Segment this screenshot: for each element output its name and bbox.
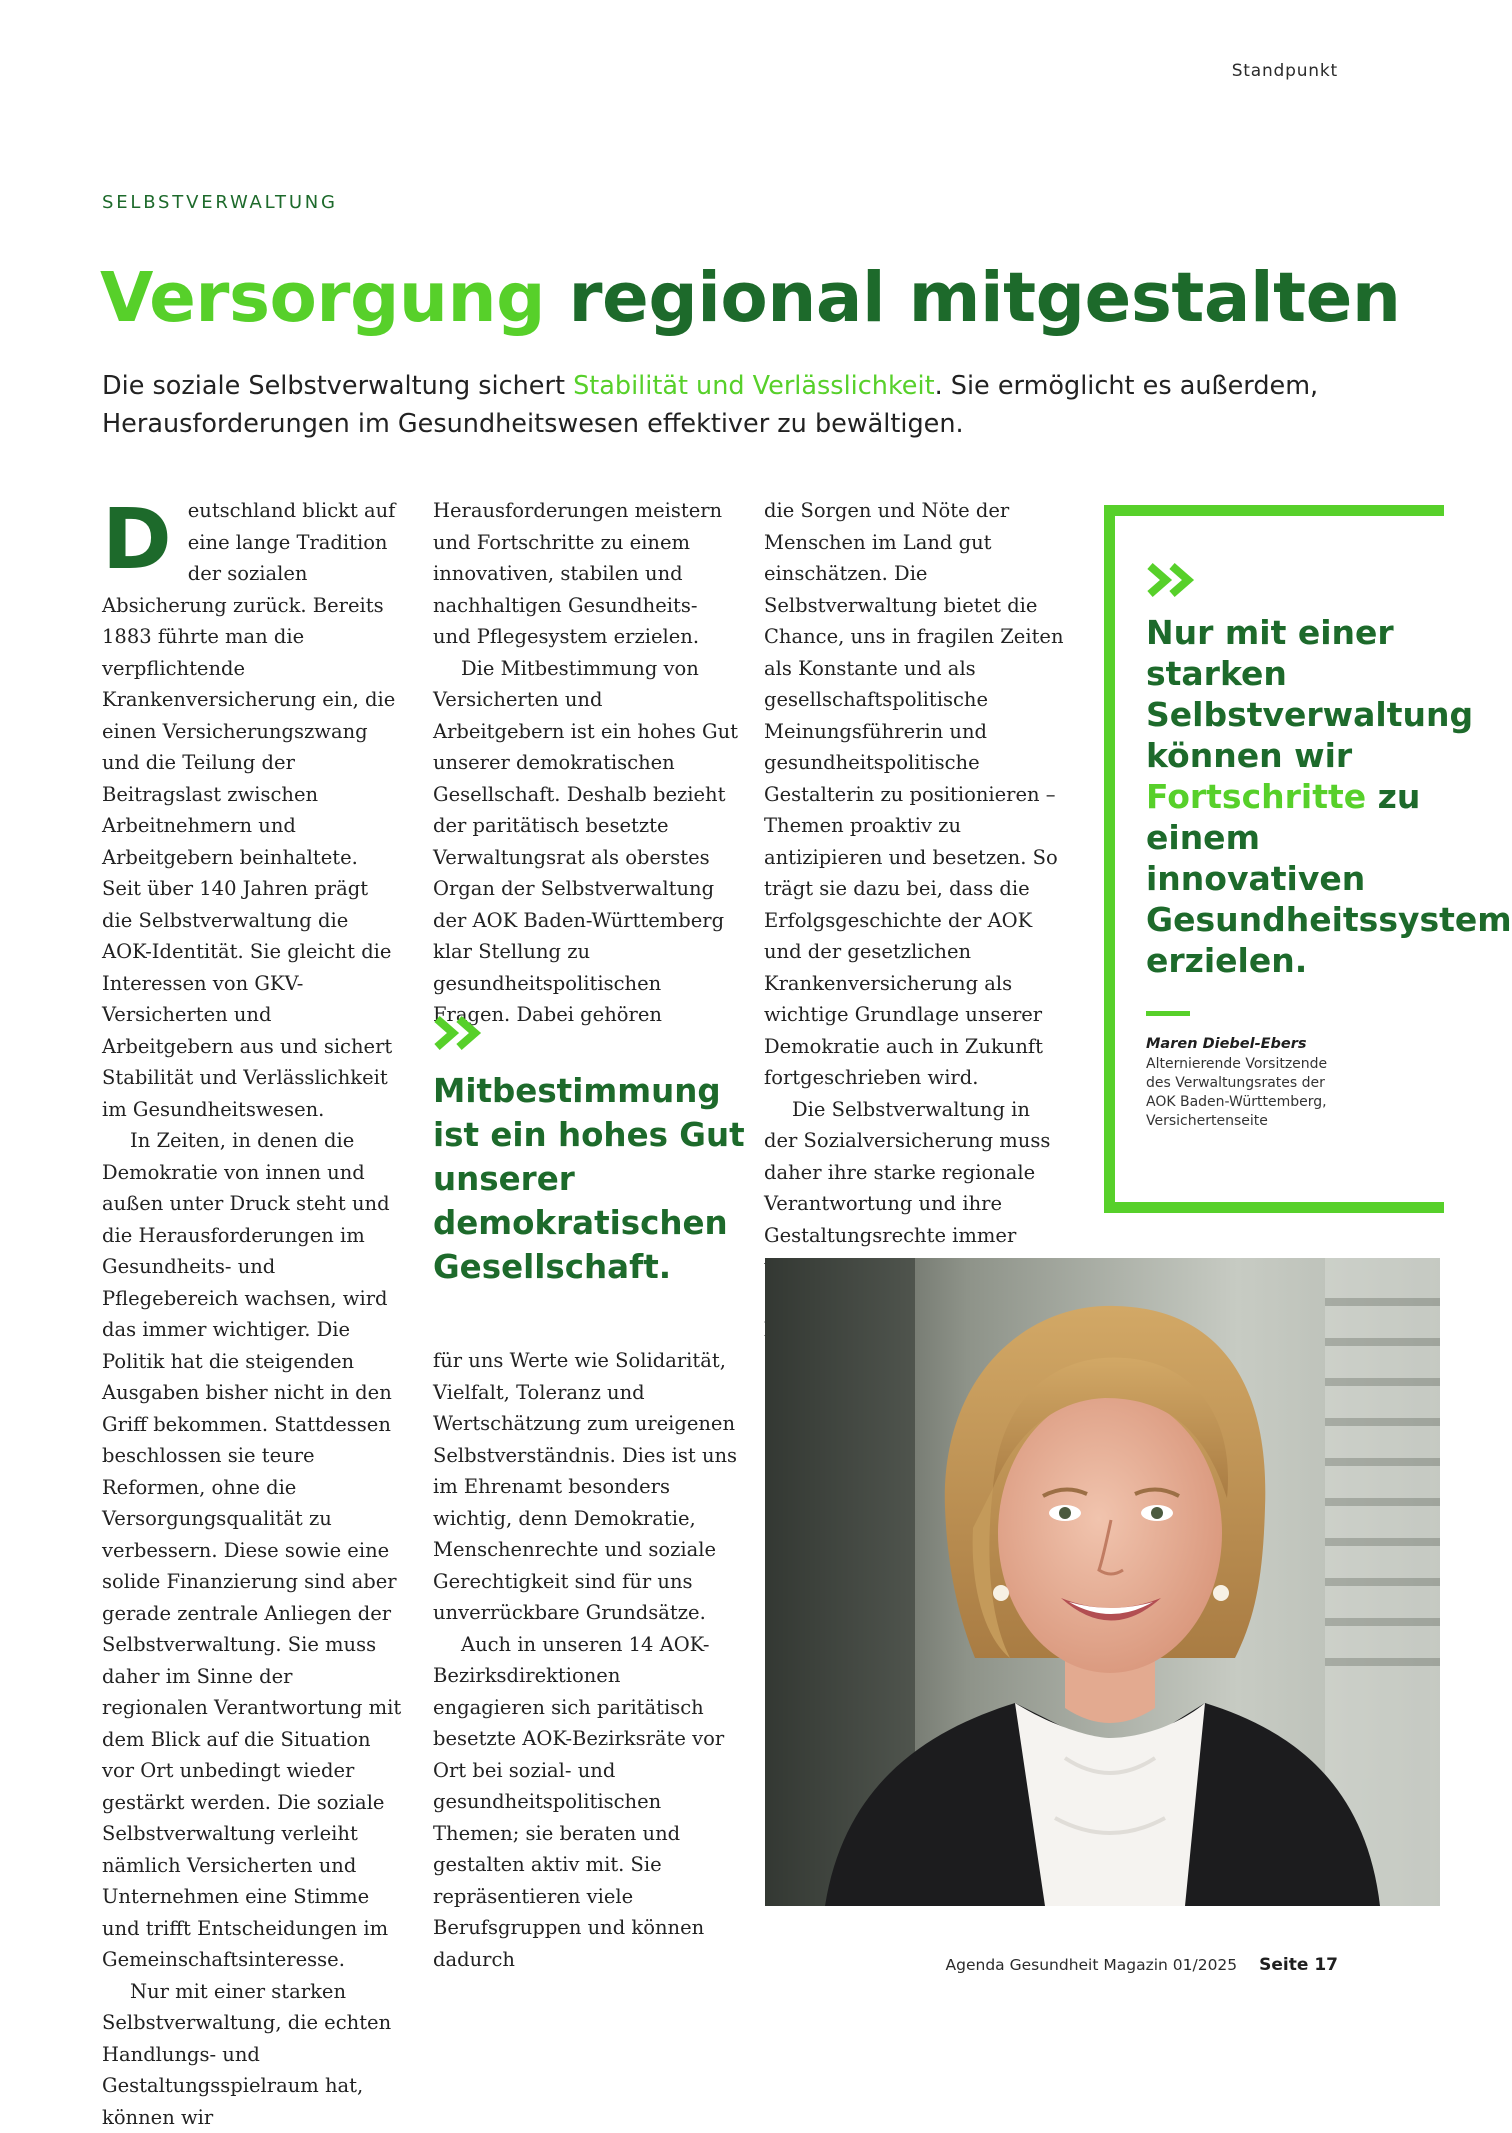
page-number: Seite 17 [1259, 1955, 1338, 1975]
pull-quote-text: Mitbestimmung ist ein hohes Gut unserer demokratischen Gesellschaft. [433, 1069, 753, 1289]
side-quote-box [1104, 505, 1444, 1213]
side-quote-text [1146, 612, 1446, 981]
headline-accent: Versorgung [100, 258, 545, 338]
side-quote-highlight: Fortschritte [1146, 777, 1366, 816]
article-kicker: SELBSTVERWALTUNG [102, 192, 338, 213]
lead-part-2: . Sie ermöglicht es außerdem, Herausforderungen im Gesundheitswesen effektiver zu bewältigen. [102, 371, 1318, 439]
paragraph: Herausforderungen meistern und Fortschritte zu einem innovativen, stabilen und nachhaltigen Gesundheits- und Pflegesystem erzielen. [433, 495, 738, 653]
paragraph: Die Mitbestimmung von Versicherten und Arbeitgebern ist ein hohes Gut unserer demokratischen Gesellschaft. Deshalb bezieht der paritätisch besetzte Verwaltungsrat als oberstes Organ der Selbstverwaltung der AOK Baden-Württemberg klar Stellung zu gesundheitspolitischen Fragen. Dabei gehören [433, 653, 738, 1031]
paragraph: für uns Werte wie Solidarität, Vielfalt, Toleranz und Wertschätzung zum ureigenen Selbstverständnis. Dies ist uns im Ehrenamt besonders wichtig, denn Demokratie, Menschenrechte und soziale Gerechtigkeit sind für uns unverrückbare Grundsätze. [433, 1345, 738, 1629]
text-column-1 [102, 495, 402, 2133]
side-quote-part-1: Nur mit einer starken Selbstverwaltung können wir [1146, 613, 1473, 775]
quote-author-role: Alternierende Vorsitzende des Verwaltungsrates der AOK Baden-Württemberg, Versichertenseite [1146, 1055, 1446, 1131]
lead-highlight: Stabilität und Verlässlichkeit [573, 371, 935, 401]
quote-divider [1146, 1011, 1190, 1016]
side-quote-part-2: zu einem innovativen Gesundheitssystem erzielen. [1146, 777, 1512, 980]
quote-author: Maren Diebel-Ebers [1146, 1036, 1446, 1052]
text-column-2-top [433, 495, 738, 1031]
paragraph: Nur mit einer starken Selbstverwaltung, die echten Handlungs- und Gestaltungsspielraum hat, können wir [102, 1976, 402, 2133]
article-headline [100, 262, 1360, 334]
side-quote [1146, 562, 1446, 1131]
paragraph: In Zeiten, in denen die Demokratie von innen und außen unter Druck steht und die Herausforderungen im Gesundheits- und Pflegebereich wachsen, wird das immer wichtiger. Die Politik hat die steigenden Ausgaben bisher nicht in den Griff bekommen. Stattdessen beschlossen sie teure Reformen, ohne die Versorgungsqualität zu verbessern. Diese sowie eine solide Finanzierung sind aber gerade zentrale Anliegen der Selbstverwaltung. Sie muss daher im Sinne der regionalen Verantwortung mit dem Blick auf die Situation vor Ort unbedingt wieder gestärkt werden. Die soziale Selbstverwaltung verleiht nämlich Versicherten und Unternehmen eine Stimme und trifft Entscheidungen im Gemeinschaftsinteresse. [102, 1125, 402, 1976]
article-lead [102, 367, 1342, 443]
text-column-2-bottom [433, 1345, 738, 1975]
section-label: Standpunkt [1232, 61, 1338, 81]
portrait-photo [765, 1258, 1440, 1906]
double-chevron-right-icon [433, 1015, 485, 1051]
double-chevron-right-icon [1146, 562, 1198, 598]
paragraph-text: eutschland blickt auf eine lange Tradition der sozialen Absicherung zurück. Bereits 1883 führte man die verpflichtende Krankenversicherung ein, die einen Versicherungszwang und die Teilung der Beitragslast zwischen Arbeitnehmern und Arbeitgebern beinhaltete. Seit über 140 Jahren prägt die Selbstverwaltung die AOK-Identität. Sie gleicht die Interessen von GKV-Versicherten und Arbeitgebern aus und sichert Stabilität und Verlässlichkeit im Gesundheitswesen. [102, 499, 395, 1121]
lead-part-1: Die soziale Selbstverwaltung sichert [102, 371, 573, 401]
portrait-illustration [765, 1258, 1440, 1906]
paragraph-text: Die Selbstverwaltung in der Sozialversicherung muss daher ihre starke regionale Verantwortung und ihre Gestaltungsrechte immer [764, 1098, 1050, 1342]
pull-quote [433, 1015, 753, 1289]
headline-rest: regional mitgestalten [545, 258, 1401, 338]
magazine-name: Agenda Gesundheit Magazin 01/2025 [946, 1956, 1238, 1974]
paragraph: die Sorgen und Nöte der Menschen im Land gut einschätzen. Die Selbstverwaltung bietet die Chance, uns in fragilen Zeiten als Konstante und als gesellschaftspolitische Meinungsführerin und gesundheitspolitische Gestalterin zu positionieren – Themen proaktiv zu antizipieren und besetzen. So trägt sie dazu bei, dass die Erfolgsgeschichte der AOK und der gesetzlichen Krankenversicherung als wichtige Grundlage unserer Demokratie auch in Zukunft fortgeschrieben wird. [764, 495, 1069, 1094]
paragraph: Auch in unseren 14 AOK-Bezirksdirektionen engagieren sich paritätisch besetzte AOK-Bezirksräte vor Ort bei sozial- und gesundheitspolitischen Themen; sie beraten und gestalten aktiv mit. Sie repräsentieren viele Berufsgruppen und können dadurch [433, 1629, 738, 1976]
text-column-3 [764, 495, 1069, 1346]
paragraph [102, 495, 402, 1125]
page-footer [946, 1955, 1338, 1975]
drop-cap: D [102, 501, 172, 587]
